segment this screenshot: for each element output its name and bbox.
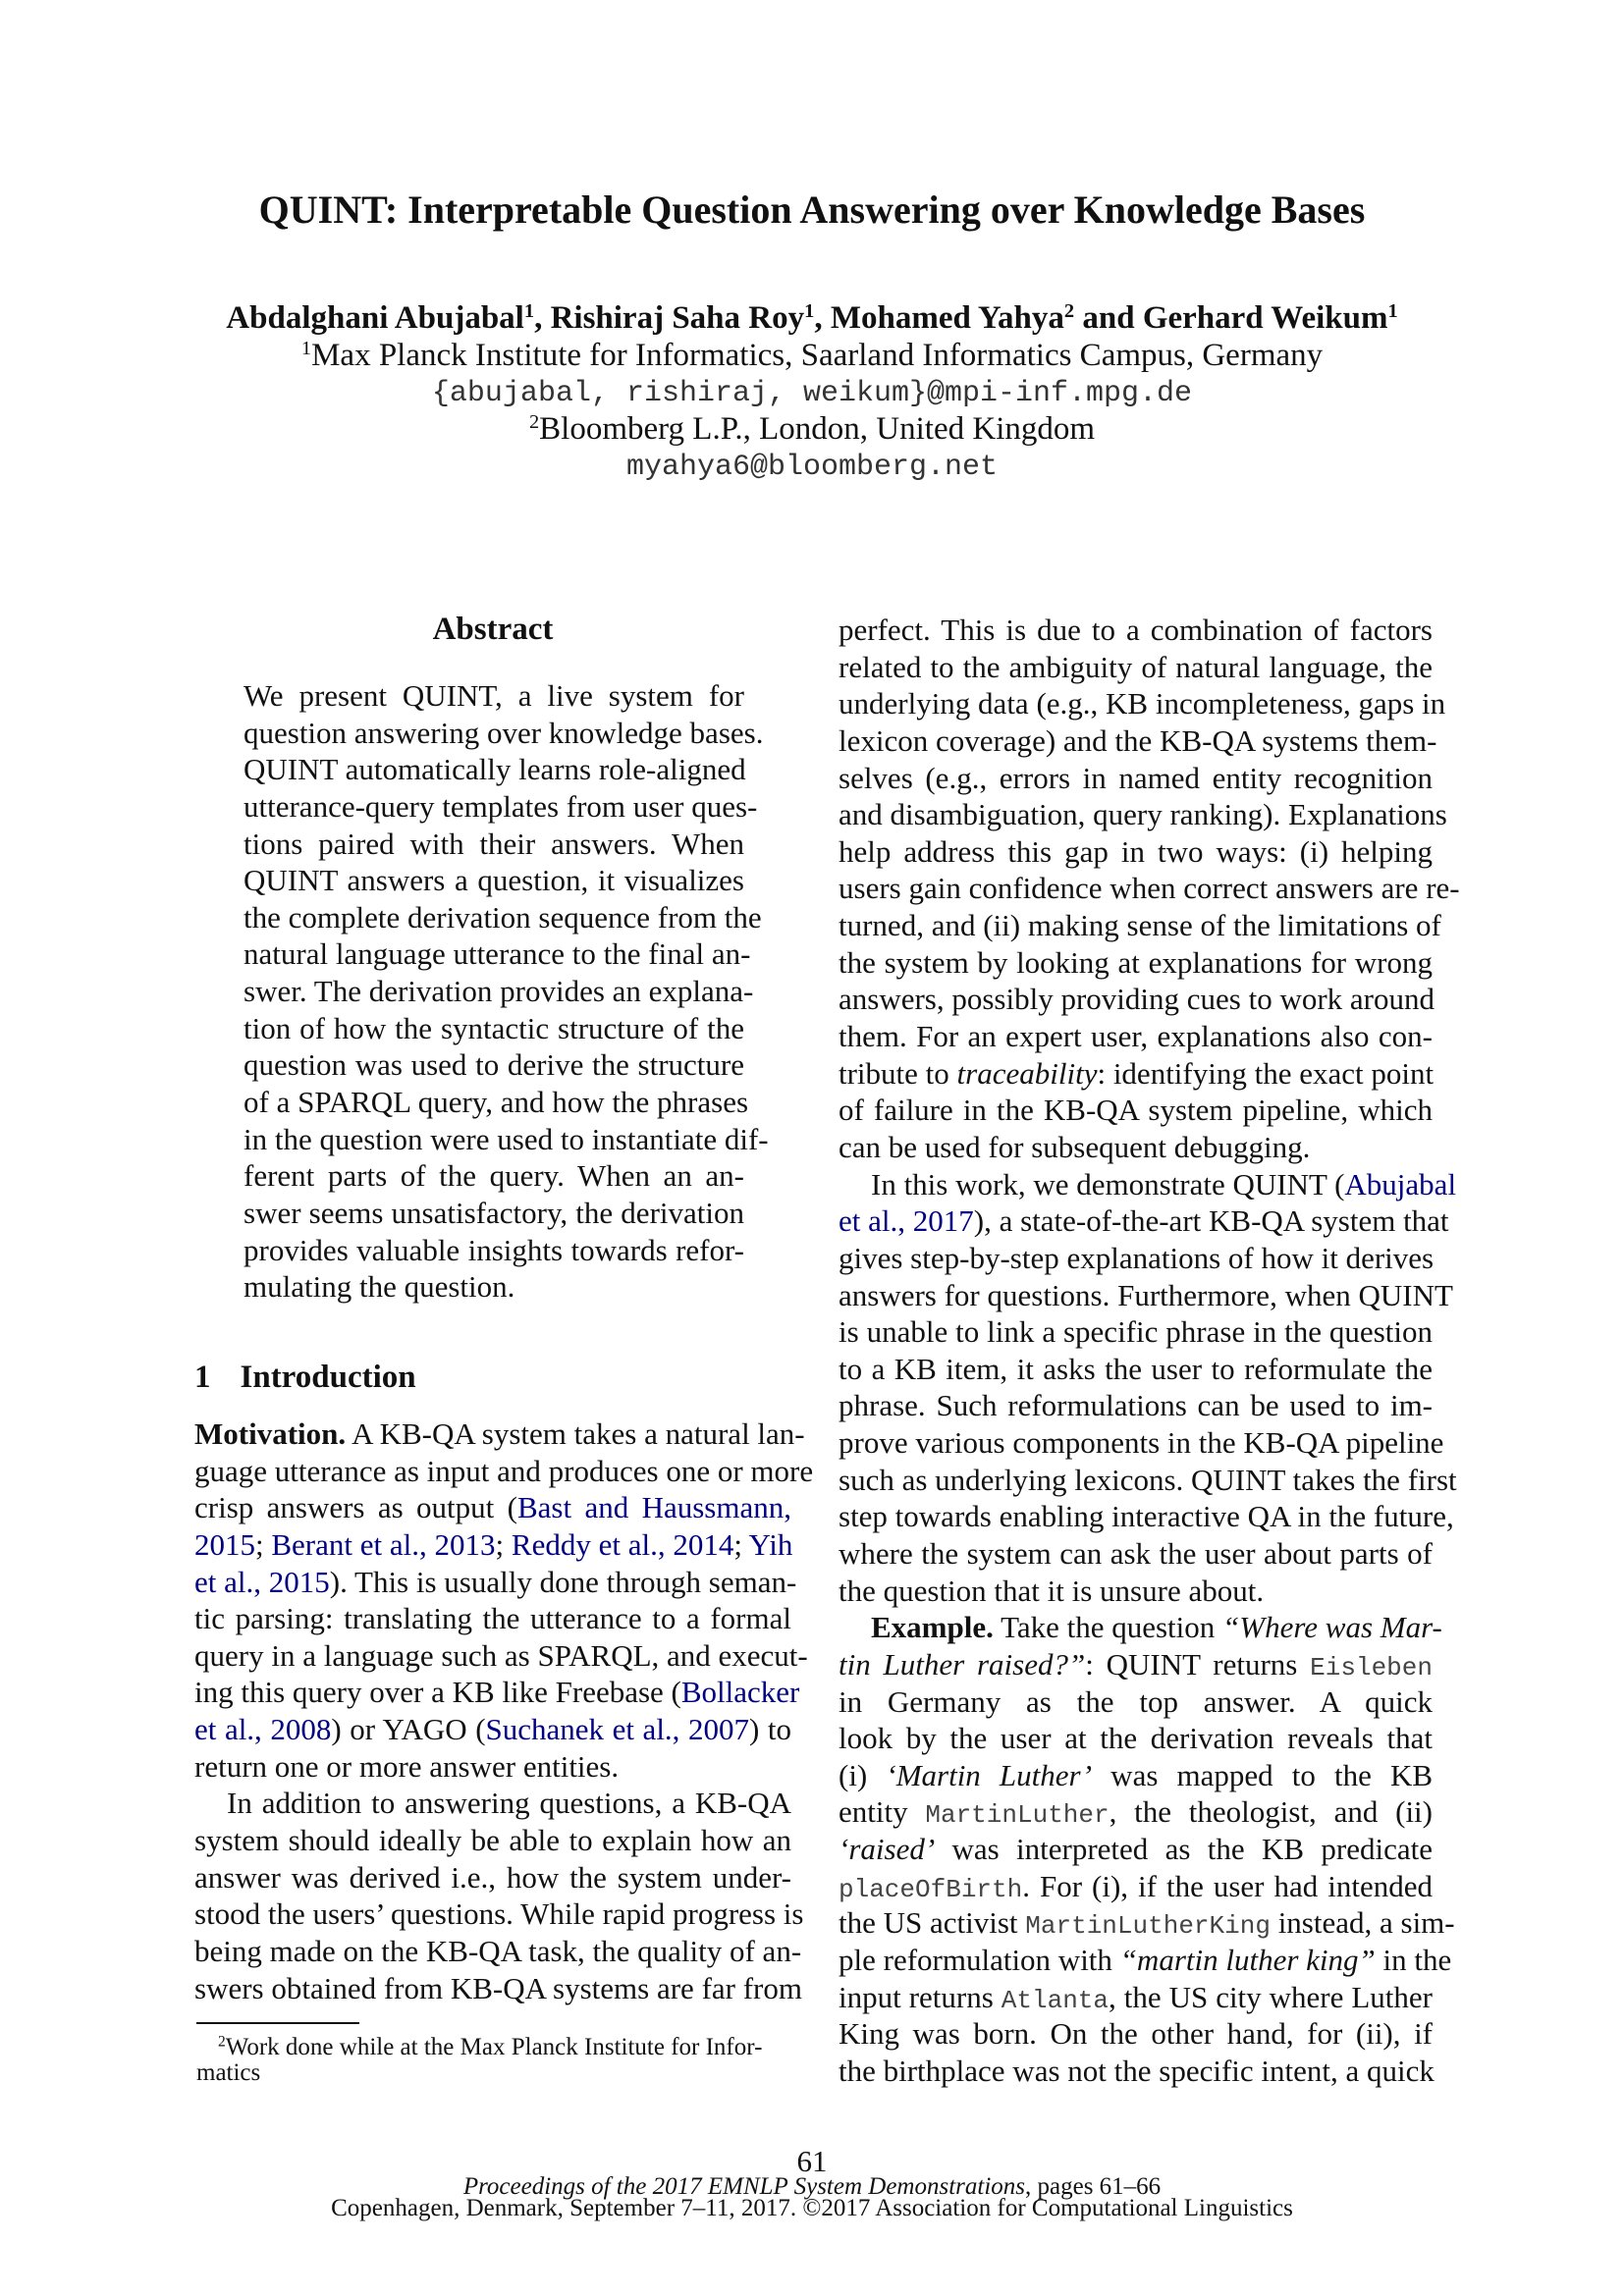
footnote (196, 2035, 791, 2060)
text-run: crisp answers as output ( (194, 1490, 517, 1525)
text-run: swer. The derivation provides an explana- (244, 974, 754, 1009)
italic-text: “martin luther king” (1119, 1943, 1376, 1978)
text-run: gives step-by-step explanations of how it derives (839, 1240, 1435, 1275)
affiliation-text: Bloomberg L.P., London, United Kingdom (539, 411, 1096, 447)
text-run: instead, a sim- (1270, 1905, 1455, 1941)
page-number: 61 (796, 2144, 828, 2178)
author-name: Mohamed Yahya (830, 300, 1064, 336)
text-run: stood the users’ questions. While rapid progress is (194, 1896, 804, 1932)
text-line (839, 1166, 1457, 1203)
text-run: is unable to link a specific phrase in the question (839, 1314, 1433, 1350)
text-line (194, 1415, 805, 1453)
text-run: where the system can ask the user about parts of (839, 1536, 1433, 1571)
author-name: Rishiraj Saha Roy (550, 300, 805, 336)
citation-link[interactable]: et al., 2008 (194, 1712, 332, 1747)
text-line (244, 677, 744, 715)
text-line (244, 973, 754, 1010)
text-line (244, 1195, 744, 1232)
text-run: swers obtained from KB-QA systems are far from (194, 1970, 802, 2005)
text-line (194, 1822, 791, 1859)
text-line (839, 1757, 1433, 1794)
italic-text: traceability (956, 1055, 1098, 1091)
text-run: the complete derivation sequence from the (244, 899, 762, 934)
text-run: of failure in the KB-QA system pipeline, which (839, 1093, 1433, 1128)
text-run: and disambiguation, query ranking). Explanations (839, 797, 1447, 832)
text-run: the US activist (839, 1905, 1026, 1941)
text-run: phrase. Such reformulations can be used to im- (839, 1388, 1433, 1423)
affiliation-text: Max Planck Institute for Informatics, Saarland Informatics Campus, Germany (311, 338, 1324, 373)
affiliation-mark: 1 (1387, 299, 1398, 322)
footnote-text: Work done while at the Max Planck Institute for Infor- (225, 2034, 763, 2060)
text-line (194, 1453, 814, 1490)
text-run: users gain confidence when correct answers are re- (839, 871, 1460, 906)
text-run: In addition to answering questions, a KB-QA (227, 1786, 791, 1821)
text-line (839, 1202, 1449, 1240)
text-run: natural language utterance to the final an- (244, 936, 751, 972)
text-run: (i) (839, 1757, 887, 1792)
text-run: tions paired with their answers. When (244, 826, 744, 861)
text-run: ing this query over a KB like Freebase ( (194, 1675, 681, 1710)
section-number: 1 (194, 1360, 211, 1395)
text-line (194, 1859, 791, 1896)
text-line (244, 826, 744, 863)
run-in-heading: Motivation. (194, 1416, 347, 1451)
text-run: prove various components in the KB-QA pipeline (839, 1425, 1444, 1461)
section-heading-introduction (194, 1359, 416, 1396)
affiliation-mark: 2 (528, 410, 540, 433)
text-line (839, 1424, 1444, 1462)
text-run: entity (839, 1794, 926, 1830)
text-line (839, 1018, 1433, 1055)
text-line (244, 1268, 744, 1306)
kb-identifier: MartinLutherKing (1025, 1911, 1271, 1942)
text-run: We present QUINT, a live system for (244, 678, 744, 713)
kb-identifier: Eisleben (1310, 1652, 1433, 1682)
citation-link[interactable]: Berant et al., 2013 (271, 1526, 496, 1562)
text-line (839, 1387, 1433, 1424)
text-run: of a SPARQL query, and how the phrases (244, 1085, 749, 1120)
text-line (194, 1674, 800, 1711)
text-line (839, 760, 1433, 797)
text-line (839, 2053, 1433, 2090)
text-run: underlying data (e.g., KB incompleteness, gaps in (839, 686, 1446, 721)
text-run: In this work, we demonstrate QUINT ( (871, 1166, 1345, 1201)
kb-identifier: placeOfBirth (839, 1874, 1023, 1904)
text-run: : identifying the exact point (1097, 1055, 1435, 1091)
text-run: ple reformulation with (839, 1943, 1120, 1978)
text-line (839, 1240, 1433, 1277)
author-name: Gerhard Weikum (1142, 300, 1388, 336)
italic-text: ‘raised’ (839, 1832, 936, 1867)
kb-identifier: Atlanta (1001, 1985, 1109, 2015)
text-line (244, 1121, 769, 1158)
text-run: input returns (839, 1979, 1001, 2014)
text-line (839, 981, 1433, 1018)
run-in-heading: Example. (871, 1610, 994, 1645)
text-line (839, 1868, 1433, 1905)
text-line (839, 1793, 1433, 1831)
text-line (194, 1526, 791, 1564)
text-line (244, 788, 758, 826)
text-line (839, 1351, 1433, 1388)
text-line (244, 1232, 744, 1269)
text-run: guage utterance as input and produces one or more (194, 1453, 814, 1488)
proceedings-title: Proceedings of the 2017 EMNLP System Demonstrations (462, 2173, 1025, 2200)
email-group-1: {abujabal, rishiraj, weikum}@mpi-inf.mpg.de (431, 377, 1193, 410)
text-line (839, 649, 1433, 686)
text-run: in Germany as the top answer. A quick (839, 1683, 1433, 1719)
citation-link[interactable]: Reddy et al., 2014 (511, 1526, 734, 1562)
text-line (839, 1462, 1457, 1499)
text-run: step towards enabling interactive QA in the future, (839, 1499, 1454, 1534)
text-line (839, 685, 1446, 722)
text-line (244, 1084, 749, 1121)
author-list (0, 298, 1624, 338)
author-separator: and (1074, 300, 1143, 336)
text-run: : QUINT returns (1085, 1646, 1311, 1682)
text-line (839, 1573, 1433, 1610)
text-run: . For (i), if the user had intended (1022, 1868, 1433, 1903)
text-line (839, 1535, 1433, 1573)
text-run: King was born. On the other hand, for (ii), if (839, 2016, 1433, 2052)
text-line (839, 1942, 1452, 1979)
text-line (839, 1979, 1433, 2016)
footnote-continuation: matics (196, 2059, 261, 2086)
text-run: look by the user at the derivation reveals that (839, 1721, 1433, 1756)
text-line (839, 1904, 1455, 1942)
text-run: ) or YAGO ( (331, 1712, 486, 1747)
text-run: QUINT answers a question, it visualizes (244, 863, 744, 898)
text-line (839, 944, 1433, 982)
text-run: can be used for subsequent debugging. (839, 1129, 1311, 1164)
text-run: utterance-query templates from user ques- (244, 788, 758, 824)
footnote-rule (196, 2022, 359, 2024)
text-run: ). This is usually done through seman- (329, 1564, 797, 1599)
text-line (194, 1489, 791, 1526)
text-run: , the theologist, and (ii) (1109, 1794, 1433, 1830)
affiliation-mark: 2 (1063, 299, 1075, 322)
text-run: mulating the question. (244, 1269, 515, 1305)
text-line (244, 935, 751, 973)
affiliation-2 (0, 409, 1624, 449)
text-run: question answering over knowledge bases. (244, 715, 764, 750)
italic-text: tin Luther raised?” (839, 1646, 1086, 1682)
text-run: query in a language such as SPARQL, and execut- (194, 1637, 808, 1673)
citation-link[interactable]: Abujabal (1344, 1166, 1457, 1201)
citation-link[interactable]: et al., 2015 (194, 1564, 330, 1599)
text-run: ; (733, 1526, 749, 1562)
text-run: being made on the KB-QA task, the quality of an- (194, 1933, 802, 1968)
text-line (194, 1748, 791, 1786)
text-line (839, 1683, 1433, 1721)
kb-identifier: MartinLuther (925, 1800, 1110, 1831)
text-run: the question that it is unsure about. (839, 1573, 1265, 1608)
copyright-line: Copenhagen, Denmark, September 7–11, 2017. ©2017 Association for Computational Linguistics (331, 2195, 1293, 2221)
text-line (839, 612, 1433, 649)
text-run: answers for questions. Furthermore, when QUINT (839, 1277, 1453, 1312)
text-line (244, 1046, 744, 1084)
affiliation-1 (0, 336, 1624, 375)
text-run: in the (1375, 1943, 1452, 1978)
footnote-mark: 2 (218, 2033, 226, 2051)
affiliation-mark: 1 (300, 337, 312, 359)
text-run: help address this gap in two ways: (i) helping (839, 833, 1433, 869)
text-line (194, 1711, 791, 1748)
text-line (839, 1092, 1433, 1129)
text-run: return one or more answer entities. (194, 1748, 620, 1784)
text-line (194, 1564, 797, 1601)
affiliation-mark: 1 (804, 299, 815, 322)
text-run: answer was derived i.e., how the system under- (194, 1859, 791, 1895)
text-line (839, 1498, 1454, 1535)
italic-text: “Where was Mar- (1222, 1610, 1442, 1645)
text-line (194, 1785, 791, 1822)
text-line (839, 722, 1437, 760)
text-run: to a KB item, it asks the user to reformulate the (839, 1351, 1433, 1386)
text-run: turned, and (ii) making sense of the limitations of (839, 908, 1441, 943)
italic-text: ‘Martin Luther’ (886, 1757, 1093, 1792)
text-run: A KB-QA system takes a natural lan- (346, 1416, 805, 1451)
text-run: the system by looking at explanations for wrong (839, 944, 1433, 980)
text-run: tion of how the syntactic structure of the (244, 1010, 744, 1045)
text-run: , the US city where Luther (1109, 1979, 1433, 2014)
citation-link[interactable]: Bast and Haussmann, (516, 1490, 791, 1525)
text-line (194, 1933, 802, 1970)
text-run: ; (495, 1526, 512, 1562)
text-line (839, 907, 1441, 944)
text-line (244, 715, 764, 752)
text-line (194, 1600, 791, 1637)
text-run: Take the question (993, 1610, 1223, 1645)
citation-link[interactable]: Bollacker (680, 1675, 800, 1710)
text-line (839, 796, 1447, 833)
text-run: the birthplace was not the specific intent, a quick (839, 2053, 1435, 2088)
text-line (839, 1831, 1433, 1868)
text-run: provides valuable insights towards refor- (244, 1232, 744, 1267)
text-run: was mapped to the KB (1092, 1757, 1434, 1792)
citation-link[interactable]: Suchanek et al., 2007 (485, 1712, 749, 1747)
text-run: QUINT automatically learns role-aligned (244, 752, 746, 787)
text-line (839, 2015, 1433, 2053)
text-line (839, 1277, 1453, 1314)
text-run: related to the ambiguity of natural language, the (839, 649, 1433, 684)
text-run: ; (255, 1526, 272, 1562)
author-separator: , (814, 300, 831, 336)
text-line (839, 833, 1433, 871)
text-run: tribute to (839, 1055, 957, 1091)
text-run: ), a state-of-the-art KB-QA system that (973, 1203, 1449, 1239)
text-run: perfect. This is due to a combination of factors (839, 613, 1433, 647)
paper-title: QUINT: Interpretable Question Answering over Knowledge Bases (258, 187, 1366, 232)
abstract-heading: Abstract (432, 612, 554, 647)
text-run: ferent parts of the query. When an an- (244, 1158, 744, 1194)
text-run: system should ideally be able to explain how an (194, 1823, 791, 1858)
text-run: answers, possibly providing cues to work around (839, 982, 1435, 1017)
text-line (839, 1609, 1442, 1646)
text-line (244, 1157, 744, 1195)
text-run: tic parsing: translating the utterance to a formal (194, 1601, 791, 1636)
text-line (839, 1129, 1433, 1166)
citation-link[interactable]: Yih (748, 1526, 793, 1562)
text-line (244, 899, 762, 936)
text-line (839, 1720, 1433, 1757)
text-run: them. For an expert user, explanations also con- (839, 1019, 1433, 1054)
citation-link[interactable]: 2015 (194, 1526, 255, 1562)
text-line (839, 1313, 1433, 1351)
text-line (244, 862, 744, 899)
text-line (194, 1637, 808, 1675)
email-2: myahya6@bloomberg.net (625, 451, 999, 484)
text-run: such as underlying lexicons. QUINT takes the first (839, 1462, 1457, 1497)
text-run: was interpreted as the KB predicate (935, 1832, 1433, 1867)
proceedings-pages: , pages 61–66 (1025, 2173, 1162, 2200)
text-line (244, 751, 744, 788)
citation-link[interactable]: et al., 2017 (839, 1203, 974, 1239)
text-run: in the question were used to instantiate dif- (244, 1121, 769, 1156)
text-line (839, 870, 1460, 907)
text-line (194, 1896, 804, 1933)
text-run: ) to (749, 1712, 792, 1747)
text-line (194, 1970, 802, 2007)
text-run: lexicon coverage) and the KB-QA systems them- (839, 722, 1437, 758)
text-line (244, 1010, 744, 1047)
text-run: question was used to derive the structure (244, 1047, 744, 1083)
author-name: Abdalghani Abujabal (226, 300, 524, 336)
text-line (839, 1055, 1433, 1093)
affiliation-mark: 1 (523, 299, 535, 322)
section-title: Introduction (240, 1360, 416, 1395)
text-run: selves (e.g., errors in named entity recognition (839, 760, 1433, 795)
author-separator: , (534, 300, 551, 336)
text-line (839, 1646, 1433, 1683)
text-run: swer seems unsatisfactory, the derivation (244, 1195, 744, 1230)
